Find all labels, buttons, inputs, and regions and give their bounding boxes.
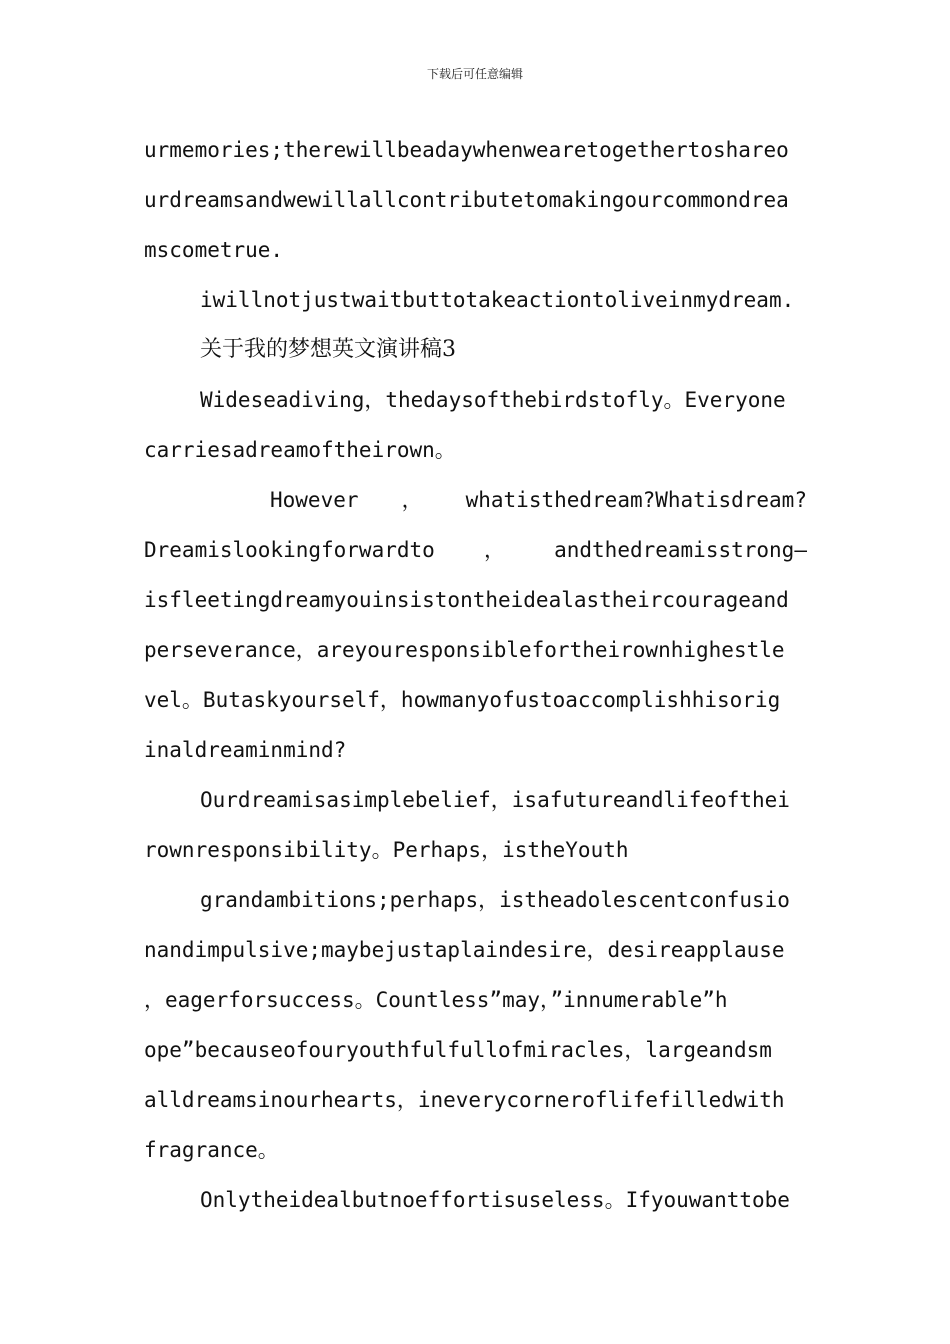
text-line: Dreamislookingforwardto ， andthedreamisstrong—: [144, 538, 807, 562]
text-line: carriesadreamoftheirown。: [144, 438, 456, 462]
text-line: grandambitions;perhaps，istheadolescentconfusio: [200, 888, 790, 912]
text-line: fragrance。: [144, 1138, 279, 1162]
text-line: Wideseadiving，thedaysofthebirdstofly。Everyone: [200, 388, 786, 412]
text-line: isfleetingdreamyouinsistontheidealastheircourageand: [144, 588, 789, 612]
text-line: inaldreaminmind?: [144, 738, 347, 762]
text-line: iwillnotjustwaitbuttotakeactiontoliveinmydream.: [200, 288, 795, 312]
page-header: 下载后可任意编辑: [426, 67, 523, 81]
text-line: Ourdreamisasimplebelief，isafutureandlifeofthei: [200, 788, 790, 812]
text-line: vel。Butaskyourself，howmanyofustoaccomplishhisorig: [144, 688, 781, 712]
text-line: Onlytheidealbutnoeffortisuseless。Ifyouwanttobe: [200, 1188, 790, 1212]
text-line: urmemories;therewillbeadaywhenwearetogethertoshareo: [144, 138, 789, 162]
text-line: ，eagerforsuccess。Countless”may，”innumerable”h: [144, 988, 728, 1012]
text-line: perseverance，areyouresponsiblefortheirownhighestle: [144, 638, 785, 662]
text-line: alldreamsinourhearts，ineverycorneroflifefilledwith: [144, 1088, 785, 1112]
text-line: mscometrue.: [144, 238, 284, 262]
section-heading: 关于我的梦想英文演讲稿3: [200, 337, 456, 362]
text-line: rownresponsibility。Perhaps，istheYouth: [144, 838, 629, 862]
text-line: urdreamsandwewillallcontributetomakingourcommondrea: [144, 188, 789, 212]
text-line: ope”becauseofouryouthfulfullofmiracles，largeandsm: [144, 1038, 772, 1062]
text-line: However ， whatisthedream?Whatisdream?: [270, 488, 807, 512]
text-line: nandimpulsive;maybejustaplaindesire，desireapplause: [144, 938, 785, 962]
body-text: [144, 125, 807, 1225]
